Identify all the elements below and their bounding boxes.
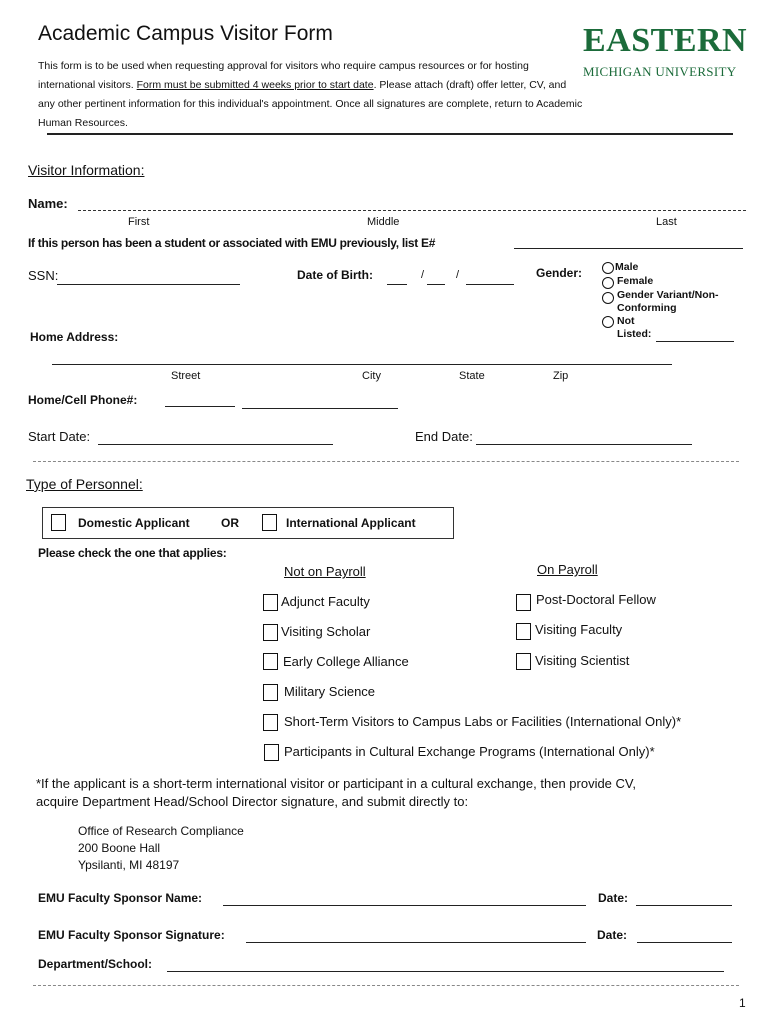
- visiting-scholar-checkbox[interactable]: [263, 624, 278, 641]
- state-caption: State: [459, 370, 485, 382]
- student-enumber-label: If this person has been a student or associated with EMU previously, list E#: [28, 236, 436, 250]
- enumber-field[interactable]: [514, 248, 743, 249]
- gender-variant-radio[interactable]: [602, 292, 614, 304]
- not-on-payroll-heading: Not on Payroll: [284, 564, 366, 579]
- dob-month-field[interactable]: [387, 284, 407, 285]
- phone-area-field[interactable]: [165, 406, 235, 407]
- middle-name-caption: Middle: [367, 216, 400, 228]
- visiting-scientist-label: Visiting Scientist: [535, 653, 630, 668]
- office-address-line-3: Ypsilanti, MI 48197: [78, 858, 180, 872]
- sponsor-name-field[interactable]: [223, 905, 586, 906]
- zip-caption: Zip: [553, 370, 569, 382]
- short-term-visitors-label: Short-Term Visitors to Campus Labs or Facilities (International Only)*: [284, 714, 682, 729]
- cultural-exchange-label: Participants in Cultural Exchange Programs (International Only)*: [284, 744, 655, 759]
- personnel-heading: Type of Personnel:: [26, 476, 143, 492]
- office-address-line-2: 200 Boone Hall: [78, 841, 161, 855]
- international-applicant-checkbox[interactable]: [262, 514, 277, 531]
- department-label: Department/School:: [38, 957, 153, 971]
- office-address-line-1: Office of Research Compliance: [78, 824, 244, 838]
- domestic-applicant-checkbox[interactable]: [51, 514, 66, 531]
- military-science-checkbox[interactable]: [263, 684, 278, 701]
- gender-variant-label: Gender Variant/Non-Conforming: [617, 289, 719, 314]
- department-field[interactable]: [167, 971, 724, 972]
- page-number: 1: [739, 996, 746, 1010]
- end-date-label: End Date:: [415, 429, 473, 444]
- dob-day-field[interactable]: [427, 284, 445, 285]
- sponsor-signature-date-label: Date:: [597, 928, 628, 942]
- sponsor-name-date-field[interactable]: [636, 905, 732, 906]
- start-date-field[interactable]: [98, 444, 333, 445]
- start-date-label: Start Date:: [28, 429, 91, 444]
- note-line-1: *If the applicant is a short-term international visitor or participant in a cultural exchange, then provide CV,: [36, 776, 637, 791]
- home-address-field[interactable]: [52, 364, 672, 365]
- visiting-scholar-label: Visiting Scholar: [281, 624, 371, 639]
- sponsor-name-date-label: Date:: [598, 891, 629, 905]
- cultural-exchange-checkbox[interactable]: [264, 744, 279, 761]
- visiting-faculty-label: Visiting Faculty: [535, 622, 623, 637]
- gender-male-radio[interactable]: [602, 262, 614, 274]
- early-college-alliance-checkbox[interactable]: [263, 653, 278, 670]
- visiting-scientist-checkbox[interactable]: [516, 653, 531, 670]
- intro-text: This form is to be used when requesting approval for visitors who require campus resources or for hosting international visitors. Form must be submitted 4 weeks prior to start date. Please attach (draft) offer letter, CV, and any other pertinent information for this individual's appointment. Once all signatures are complete, return to Academic Human Resources.: [38, 60, 583, 129]
- gender-not-listed-label: Not Listed:: [617, 315, 652, 340]
- ssn-field[interactable]: [57, 284, 240, 285]
- gender-female-radio[interactable]: [602, 277, 614, 289]
- check-one-label: Please check the one that applies:: [38, 546, 227, 560]
- international-applicant-label: International Applicant: [286, 516, 416, 530]
- section-divider: [33, 461, 739, 462]
- university-logo-top: EASTERN: [583, 22, 748, 59]
- short-term-visitors-checkbox[interactable]: [263, 714, 278, 731]
- or-label: OR: [221, 516, 239, 530]
- ssn-label: SSN:: [28, 268, 59, 283]
- sponsor-signature-field[interactable]: [246, 942, 586, 943]
- home-address-label: Home Address:: [30, 330, 119, 344]
- dob-year-field[interactable]: [466, 284, 514, 285]
- domestic-applicant-label: Domestic Applicant: [78, 516, 190, 530]
- on-payroll-heading: On Payroll: [537, 562, 598, 577]
- gender-label: Gender:: [536, 266, 583, 280]
- gender-not-listed-radio[interactable]: [602, 316, 614, 328]
- header-divider: [47, 133, 733, 135]
- first-name-caption: First: [128, 216, 150, 228]
- note-line-2: acquire Department Head/School Director signature, and submit directly to:: [36, 794, 469, 809]
- post-doctoral-fellow-label: Post-Doctoral Fellow: [536, 592, 656, 607]
- last-name-caption: Last: [656, 216, 677, 228]
- name-label: Name:: [28, 196, 68, 211]
- gender-not-listed-field[interactable]: [656, 341, 734, 342]
- end-date-field[interactable]: [476, 444, 692, 445]
- adjunct-faculty-checkbox[interactable]: [263, 594, 278, 611]
- visiting-faculty-checkbox[interactable]: [516, 623, 531, 640]
- sponsor-signature-label: EMU Faculty Sponsor Signature:: [38, 928, 225, 942]
- phone-number-field[interactable]: [242, 408, 398, 409]
- city-caption: City: [362, 370, 381, 382]
- name-field[interactable]: [78, 210, 746, 211]
- sponsor-signature-date-field[interactable]: [637, 942, 732, 943]
- adjunct-faculty-label: Adjunct Faculty: [281, 594, 370, 609]
- footer-divider: [33, 985, 739, 986]
- street-caption: Street: [171, 370, 201, 382]
- dob-label: Date of Birth:: [297, 268, 373, 282]
- gender-female-label: Female: [617, 275, 654, 287]
- post-doctoral-fellow-checkbox[interactable]: [516, 594, 531, 611]
- sponsor-name-label: EMU Faculty Sponsor Name:: [38, 891, 203, 905]
- phone-label: Home/Cell Phone#:: [28, 393, 138, 407]
- gender-male-label: Male: [615, 261, 639, 273]
- page-title: Academic Campus Visitor Form: [38, 22, 333, 45]
- visitor-info-heading: Visitor Information:: [28, 162, 145, 178]
- university-logo-bottom: MICHIGAN UNIVERSITY: [583, 64, 737, 79]
- military-science-label: Military Science: [284, 684, 376, 699]
- early-college-alliance-label: Early College Alliance: [283, 654, 409, 669]
